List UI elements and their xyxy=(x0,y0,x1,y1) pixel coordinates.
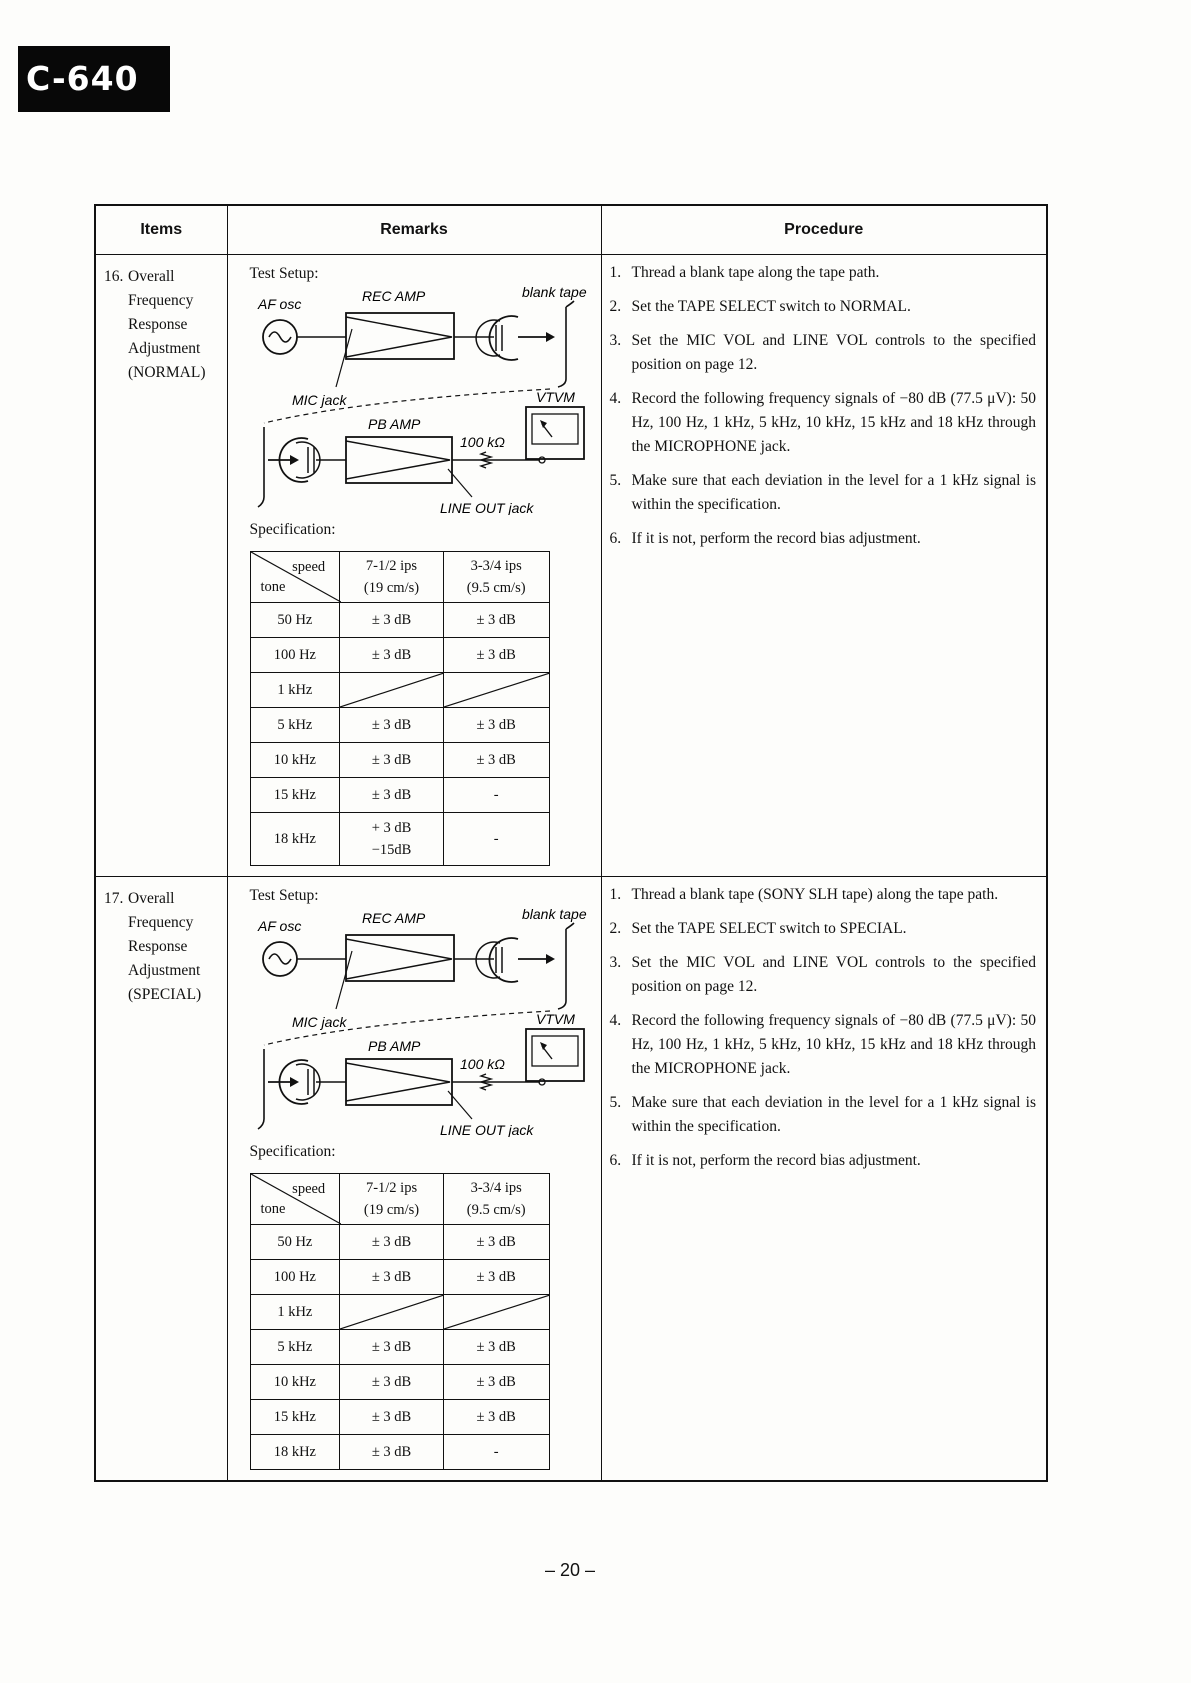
tone-header: tone xyxy=(260,1201,286,1217)
spec-value-cell: ± 3 dB xyxy=(340,1330,444,1365)
spec-value-cell: ± 3 dB xyxy=(340,603,444,638)
spec-row xyxy=(250,813,549,866)
blank-tape-label: blank tape xyxy=(521,284,587,300)
playback-head-icon xyxy=(268,1060,320,1104)
step-text: If it is not, perform the record bias adjustment. xyxy=(631,1152,921,1169)
procedure-step xyxy=(610,387,1037,459)
spec-row xyxy=(250,673,549,708)
col-header-remarks: Remarks xyxy=(227,205,601,255)
vtvm-label: VTVM xyxy=(535,1011,575,1027)
spec-corner-cell xyxy=(250,552,340,603)
spec-value-cell: ± 3 dB xyxy=(443,1330,549,1365)
spec-tone-cell: 10 kHz xyxy=(250,743,340,778)
tape-path xyxy=(558,923,574,1009)
spec-value-cell: ± 3 dB xyxy=(443,638,549,673)
resistor-label: 100 kΩ xyxy=(459,1056,505,1072)
spec-row xyxy=(250,1400,549,1435)
step-text: Thread a blank tape along the tape path. xyxy=(631,264,880,281)
spec-header-col1 xyxy=(340,1174,444,1225)
spec-tone-cell: 50 Hz xyxy=(250,603,340,638)
playback-head-icon xyxy=(268,438,320,482)
spec-row xyxy=(250,1260,549,1295)
specification-label: Specification: xyxy=(249,1143,336,1160)
item-title xyxy=(128,887,201,1007)
procedure-list xyxy=(610,261,1037,551)
spec-row xyxy=(250,743,549,778)
procedure-step xyxy=(610,1009,1037,1081)
item-number: 17. xyxy=(104,890,124,907)
adjustment-table xyxy=(94,204,1048,1482)
sine-wave-icon xyxy=(269,332,291,342)
step-number: 4. xyxy=(609,1012,622,1029)
procedure-step xyxy=(610,917,1037,941)
spec-value-cell: ± 3 dB xyxy=(340,1365,444,1400)
procedure-step xyxy=(610,951,1037,999)
spec-header-col1-line: (19 cm/s) xyxy=(363,580,420,596)
item-number: 16. xyxy=(104,268,124,285)
sine-wave-icon xyxy=(269,954,291,964)
step-number: 5. xyxy=(609,1094,622,1111)
test-setup-label: Test Setup: xyxy=(249,887,319,904)
spec-table xyxy=(250,1173,550,1470)
step-number: 2. xyxy=(609,920,622,937)
speed-header: speed xyxy=(292,559,326,575)
step-text: Set the MIC VOL and LINE VOL controls to the specified position on page 12. xyxy=(631,954,1036,995)
step-number: 5. xyxy=(609,472,622,489)
item-cell xyxy=(95,255,227,877)
step-number: 6. xyxy=(609,530,622,547)
spec-tone-cell: 50 Hz xyxy=(250,1225,340,1260)
spec-header-col1 xyxy=(340,552,444,603)
step-number: 2. xyxy=(609,298,622,315)
spec-value-cell: - xyxy=(443,1435,549,1470)
spec-value-cell: ± 3 dB xyxy=(443,743,549,778)
spec-value-cell: ± 3 dB xyxy=(340,638,444,673)
page-number: – 20 – xyxy=(545,1560,596,1580)
pb-amp-label: PB AMP xyxy=(367,1038,420,1054)
rec-amp-label: REC AMP xyxy=(361,288,425,304)
step-text: Set the TAPE SELECT switch to SPECIAL. xyxy=(631,920,907,937)
item-line: Overall xyxy=(128,268,175,285)
spec-header-col1-line: 7-1/2 ips xyxy=(365,1180,418,1196)
spec-row xyxy=(250,1330,549,1365)
specification-label: Specification: xyxy=(249,521,336,538)
spec-value-line: −15dB xyxy=(371,842,412,858)
item-line: Overall xyxy=(128,890,175,907)
mic-jack-label: MIC jack xyxy=(291,392,346,408)
spec-value-cell: ± 3 dB xyxy=(340,1400,444,1435)
spec-tone-cell: 1 kHz xyxy=(250,1295,340,1330)
spec-row xyxy=(250,638,549,673)
spec-tone-cell: 10 kHz xyxy=(250,1365,340,1400)
spec-tone-cell: 5 kHz xyxy=(250,708,340,743)
resistor-label: 100 kΩ xyxy=(459,434,505,450)
blank-tape-label: blank tape xyxy=(521,906,587,922)
spec-value-cell: ± 3 dB xyxy=(340,708,444,743)
procedure-cell xyxy=(601,255,1047,877)
step-number: 4. xyxy=(609,390,622,407)
spec-header-col2-line: (9.5 cm/s) xyxy=(466,1202,526,1218)
tape-path-return xyxy=(258,1049,264,1129)
spec-value-line: + 3 dB xyxy=(371,820,412,836)
procedure-step xyxy=(610,527,1037,551)
spec-value-cell: ± 3 dB xyxy=(443,1365,549,1400)
item-line: (SPECIAL) xyxy=(128,986,202,1003)
item-line: Adjustment xyxy=(128,962,201,979)
step-text: Make sure that each deviation in the level for a 1 kHz signal is within the specification. xyxy=(631,1094,1036,1135)
spec-row xyxy=(250,1295,549,1330)
spec-header-col2 xyxy=(443,1174,549,1225)
spec-not-applicable-cell xyxy=(443,1295,549,1330)
col-header-procedure: Procedure xyxy=(601,205,1047,255)
step-text: Thread a blank tape (SONY SLH tape) along the tape path. xyxy=(631,886,999,903)
spec-table xyxy=(250,551,550,866)
test-setup-diagram xyxy=(250,277,600,515)
mic-jack-label: MIC jack xyxy=(291,1014,346,1030)
spec-header-col1-line: 7-1/2 ips xyxy=(365,558,418,574)
spec-tone-cell: 100 Hz xyxy=(250,638,340,673)
spec-row xyxy=(250,603,549,638)
procedure-step xyxy=(610,1091,1037,1139)
spec-value-cell: ± 3 dB xyxy=(340,1260,444,1295)
spec-not-applicable-cell xyxy=(340,1295,444,1330)
spec-tone-cell: 18 kHz xyxy=(250,813,340,866)
step-number: 1. xyxy=(609,886,622,903)
spec-value-cell: ± 3 dB xyxy=(340,778,444,813)
item-line: Adjustment xyxy=(128,340,201,357)
step-text: Make sure that each deviation in the level for a 1 kHz signal is within the specification. xyxy=(631,472,1036,513)
spec-value-cell xyxy=(340,813,444,866)
spec-row xyxy=(250,1435,549,1470)
spec-tone-cell: 15 kHz xyxy=(250,778,340,813)
spec-value-cell: ± 3 dB xyxy=(443,1225,549,1260)
af-osc-label: AF osc xyxy=(257,296,301,312)
item-line: Response xyxy=(128,316,188,333)
spec-value-cell: - xyxy=(443,778,549,813)
step-text: Record the following frequency signals of −80 dB (77.5 μV): 50 Hz, 100 Hz, 1 kHz, 5 kHz, 10 kHz, 15 kHz and 18 kHz through the MICROPHONE jack. xyxy=(631,390,1036,455)
spec-tone-cell: 5 kHz xyxy=(250,1330,340,1365)
remarks-cell xyxy=(227,255,601,877)
procedure-step xyxy=(610,329,1037,377)
spec-not-applicable-cell xyxy=(443,673,549,708)
spec-row xyxy=(250,778,549,813)
spec-tone-cell: 1 kHz xyxy=(250,673,340,708)
model-logo: C-640 xyxy=(18,46,170,112)
step-text: If it is not, perform the record bias adjustment. xyxy=(631,530,921,547)
col-header-items: Items xyxy=(95,205,227,255)
step-text: Set the MIC VOL and LINE VOL controls to the specified position on page 12. xyxy=(631,332,1036,373)
spec-value-cell: ± 3 dB xyxy=(340,743,444,778)
spec-not-applicable-cell xyxy=(340,673,444,708)
vtvm-meter-icon xyxy=(526,1029,584,1081)
item-line: Response xyxy=(128,938,188,955)
step-text: Set the TAPE SELECT switch to NORMAL. xyxy=(631,298,911,315)
step-number: 3. xyxy=(609,332,622,349)
procedure-step xyxy=(610,883,1037,907)
spec-value-cell: ± 3 dB xyxy=(340,1225,444,1260)
spec-header-col1-line: (19 cm/s) xyxy=(363,1202,420,1218)
item-cell xyxy=(95,877,227,1482)
procedure-step xyxy=(610,261,1037,285)
item-line: Frequency xyxy=(128,914,194,931)
procedure-step xyxy=(610,295,1037,319)
spec-value-cell: ± 3 dB xyxy=(443,708,549,743)
step-number: 1. xyxy=(609,264,622,281)
item-title xyxy=(128,265,206,385)
spec-row xyxy=(250,1225,549,1260)
spec-tone-cell: 18 kHz xyxy=(250,1435,340,1470)
item-line: (NORMAL) xyxy=(128,364,206,381)
spec-value-cell: ± 3 dB xyxy=(443,1400,549,1435)
step-text: Record the following frequency signals of −80 dB (77.5 μV): 50 Hz, 100 Hz, 1 kHz, 5 kHz, 10 kHz, 15 kHz and 18 kHz through the MICROPHONE jack. xyxy=(631,1012,1036,1077)
step-number: 6. xyxy=(609,1152,622,1169)
spec-row xyxy=(250,708,549,743)
vtvm-label: VTVM xyxy=(535,389,575,405)
step-number: 3. xyxy=(609,954,622,971)
item-line: Frequency xyxy=(128,292,194,309)
spec-row xyxy=(250,1365,549,1400)
spec-header-col2-line: 3-3/4 ips xyxy=(470,1180,522,1196)
tape-path xyxy=(558,301,574,387)
tone-header: tone xyxy=(260,579,286,595)
spec-value-cell: ± 3 dB xyxy=(443,603,549,638)
record-head-icon xyxy=(476,316,555,360)
spec-corner-cell xyxy=(250,1174,340,1225)
spec-tone-cell: 15 kHz xyxy=(250,1400,340,1435)
test-setup-diagram xyxy=(250,899,600,1137)
spec-header-col2-line: (9.5 cm/s) xyxy=(466,580,526,596)
spec-value-cell: ± 3 dB xyxy=(443,1260,549,1295)
tape-path-return xyxy=(258,427,264,507)
spec-value-cell: ± 3 dB xyxy=(340,1435,444,1470)
spec-header-col2 xyxy=(443,552,549,603)
line-out-jack-label: LINE OUT jack xyxy=(439,1122,533,1137)
procedure-cell xyxy=(601,877,1047,1482)
adjustment-row xyxy=(95,877,1047,1482)
spec-value-cell: - xyxy=(443,813,549,866)
speed-header: speed xyxy=(292,1181,326,1197)
rec-amp-label: REC AMP xyxy=(361,910,425,926)
adjustment-row xyxy=(95,255,1047,877)
af-osc-label: AF osc xyxy=(257,918,301,934)
vtvm-meter-icon xyxy=(526,407,584,459)
procedure-step xyxy=(610,1149,1037,1173)
procedure-step xyxy=(610,469,1037,517)
test-setup-label: Test Setup: xyxy=(249,265,319,282)
record-head-icon xyxy=(476,938,555,982)
procedure-list xyxy=(610,883,1037,1173)
pb-amp-label: PB AMP xyxy=(367,416,420,432)
line-out-jack-label: LINE OUT jack xyxy=(439,500,533,515)
spec-tone-cell: 100 Hz xyxy=(250,1260,340,1295)
spec-header-col2-line: 3-3/4 ips xyxy=(470,558,522,574)
remarks-cell xyxy=(227,877,601,1482)
